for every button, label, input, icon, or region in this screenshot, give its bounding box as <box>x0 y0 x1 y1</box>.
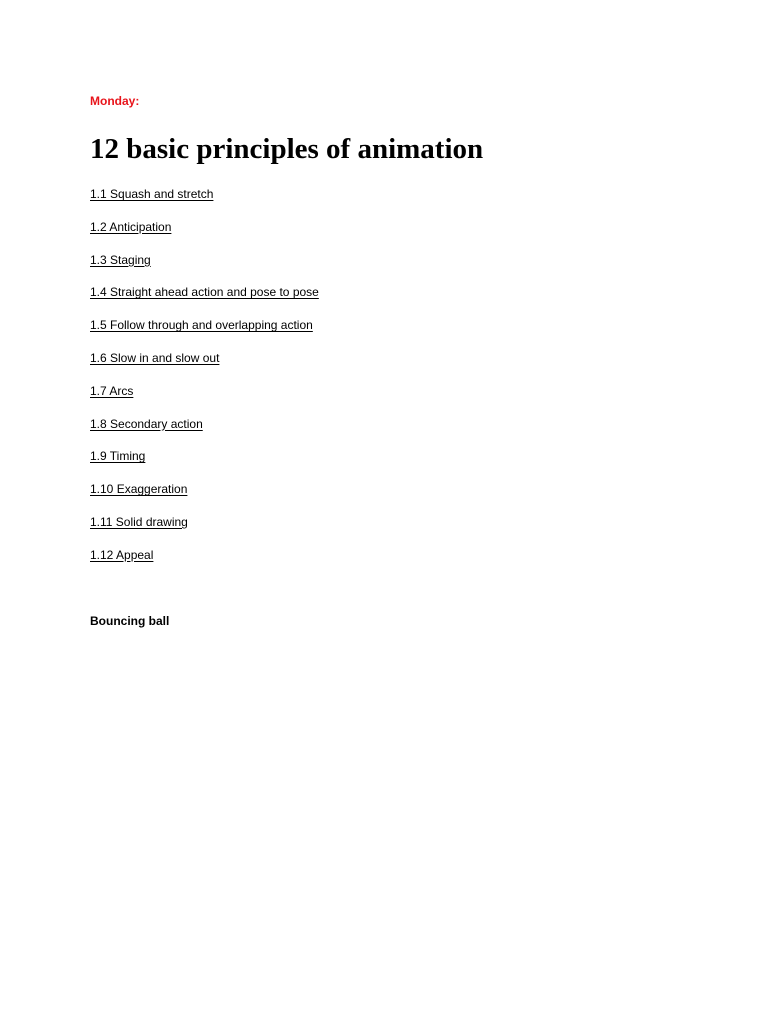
toc-item <box>90 284 319 317</box>
toc-link-follow-through[interactable]: 1.5 Follow through and overlapping action <box>90 318 313 333</box>
document-title: 12 basic principles of animation <box>90 133 484 165</box>
table-of-contents <box>90 186 319 580</box>
toc-item <box>90 317 319 350</box>
toc-item <box>90 186 319 219</box>
toc-link-appeal[interactable]: 1.12 Appeal <box>90 547 154 562</box>
toc-link-arcs[interactable]: 1.7 Arcs <box>90 383 134 398</box>
toc-item <box>90 481 319 514</box>
toc-item <box>90 514 319 547</box>
toc-item <box>90 252 319 285</box>
toc-link-staging[interactable]: 1.3 Staging <box>90 252 151 267</box>
toc-item <box>90 350 319 383</box>
section-heading: Bouncing ball <box>90 614 170 628</box>
toc-item <box>90 219 319 252</box>
toc-link-anticipation[interactable]: 1.2 Anticipation <box>90 219 172 234</box>
day-label: Monday: <box>90 94 140 108</box>
toc-item <box>90 448 319 481</box>
toc-link-straight-ahead-and-pose-to-pose[interactable]: 1.4 Straight ahead action and pose to pose <box>90 285 319 300</box>
toc-link-timing[interactable]: 1.9 Timing <box>90 449 146 464</box>
toc-link-secondary-action[interactable]: 1.8 Secondary action <box>90 416 203 431</box>
toc-link-exaggeration[interactable]: 1.10 Exaggeration <box>90 482 188 497</box>
toc-item <box>90 416 319 449</box>
toc-link-squash-and-stretch[interactable]: 1.1 Squash and stretch <box>90 187 214 201</box>
toc-link-solid-drawing[interactable]: 1.11 Solid drawing <box>90 514 188 529</box>
toc-item <box>90 547 319 580</box>
toc-link-slow-in-slow-out[interactable]: 1.6 Slow in and slow out <box>90 350 220 365</box>
toc-item <box>90 383 319 416</box>
